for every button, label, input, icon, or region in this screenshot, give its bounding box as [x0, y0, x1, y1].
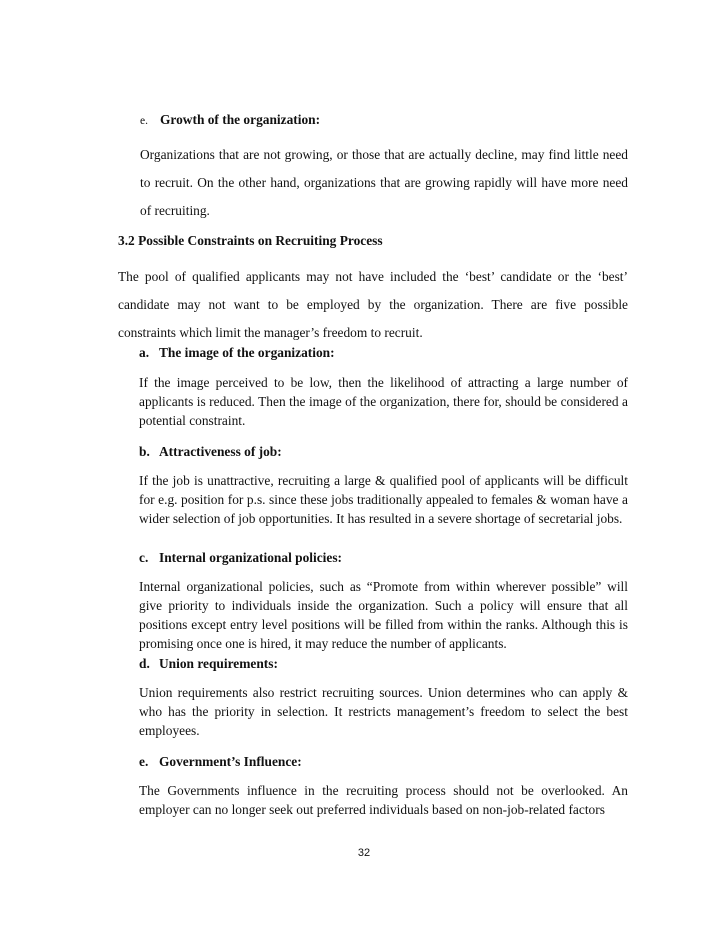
constraint-b-body: If the job is unattractive, recruiting a large & qualified pool of applicants will be difficult for e.g. position for p.s. since these jobs traditionally appealed to females & woman have a wider selection of job opportunities. It has resulted in a severe shortage of secretarial jobs. [139, 473, 628, 526]
constraint-c-heading [139, 550, 342, 566]
section-3-2 [118, 233, 383, 249]
constraint-e-body: The Governments influence in the recruiting process should not be overlooked. An employer can no longer seek out preferred individuals based on non-job-related factors [139, 783, 628, 817]
section-heading: 3.2 Possible Constraints on Recruiting Process [118, 233, 383, 248]
constraint-a-title: The image of the organization: [159, 345, 335, 360]
constraint-a-heading [139, 345, 335, 361]
constraint-e-marker: e. [139, 754, 149, 769]
constraint-e [139, 781, 628, 819]
growth-paragraph [140, 141, 628, 225]
constraint-d [139, 683, 628, 740]
constraint-d-title: Union requirements: [159, 656, 278, 671]
page-number: 32 [357, 847, 371, 859]
constraint-a [139, 373, 628, 430]
constraint-d-marker: d. [139, 656, 150, 671]
growth-heading [140, 112, 320, 128]
constraint-b-heading [139, 444, 282, 460]
constraint-c [139, 577, 628, 653]
constraint-d-heading [139, 656, 278, 672]
constraint-b-marker: b. [139, 444, 150, 459]
section-intro [118, 263, 628, 347]
constraint-c-body: Internal organizational policies, such as “Promote from within wherever possible” will give priority to individuals inside the organization. Such a policy will ensure that all positions except entry level positions will be filled from within the ranks. Although this is promising once one is hired, it may reduce the number of applicants. [139, 579, 628, 651]
constraint-b [139, 471, 628, 528]
constraint-c-marker: c. [139, 550, 149, 565]
constraint-e-title: Government’s Influence: [159, 754, 302, 769]
growth-heading-text: Growth of the organization: [160, 112, 321, 127]
constraint-b-title: Attractiveness of job: [159, 444, 282, 459]
constraint-a-body: If the image perceived to be low, then the likelihood of attracting a large number of applicants is reduced. Then the image of the organization, there for, should be considered a potential constraint. [139, 375, 628, 428]
constraint-e-heading [139, 754, 302, 770]
constraint-d-body: Union requirements also restrict recruiting sources. Union determines who can apply & who has the priority in selection. It restricts management’s freedom to select the best employees. [139, 685, 628, 738]
growth-marker: e. [140, 115, 148, 127]
growth-body: Organizations that are not growing, or those that are actually decline, may find little need to recruit. On the other hand, organizations that are growing rapidly will have more need of recruiting. [140, 147, 628, 218]
constraint-a-marker: a. [139, 345, 150, 360]
intro-paragraph: The pool of qualified applicants may not have included the ‘best’ candidate or the ‘best’ candidate may not want to be employed by the organization. There are five possible constraints which limit the manager’s freedom to recruit. [118, 269, 628, 340]
constraint-c-title: Internal organizational policies: [159, 550, 342, 565]
